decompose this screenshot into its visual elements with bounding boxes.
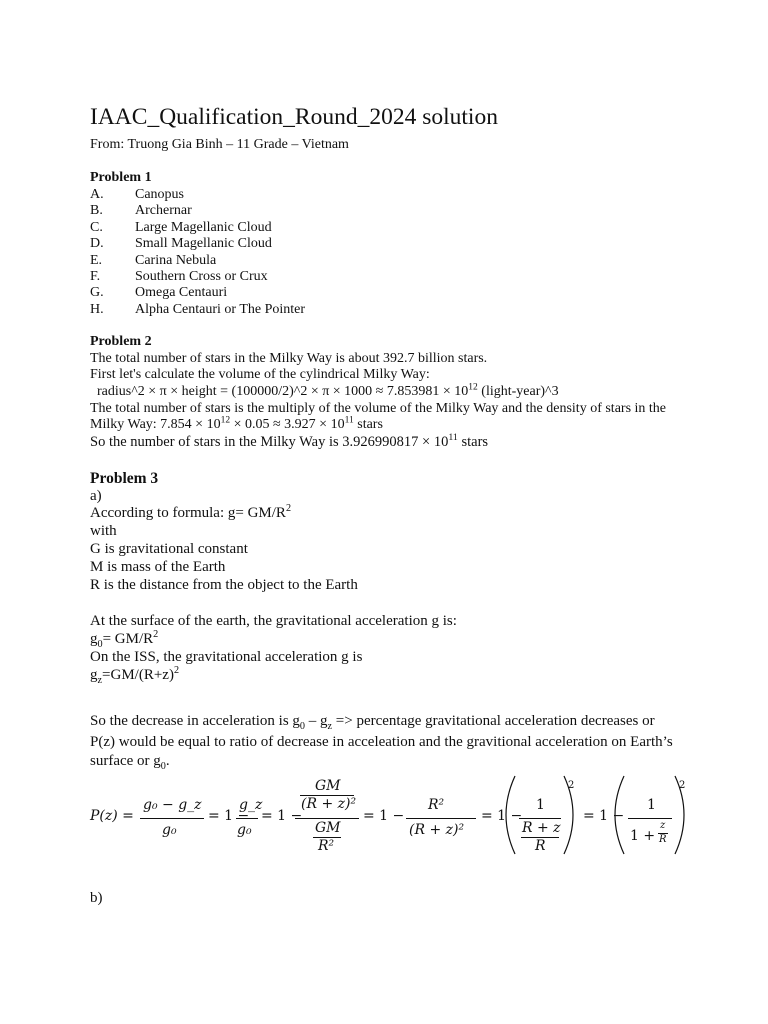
problem-2-line: First let's calculate the volume of the cylindrical Milky Way: — [90, 367, 430, 382]
fraction-6-numerator: 1 — [647, 797, 656, 813]
fraction-1-numerator: g₀ − g_z — [143, 797, 202, 813]
fraction-3-lower-numerator: GM — [315, 820, 341, 836]
left-paren — [506, 776, 515, 854]
problem-3-heading: Problem 3 — [90, 470, 159, 487]
equation-parentheses — [90, 768, 700, 858]
equals-sign: = 1 − — [261, 808, 303, 824]
fraction-6-denominator: 1 + — [630, 828, 656, 844]
author-line: From: Truong Gia Binh – 11 Grade – Vietnam — [90, 137, 349, 152]
problem-3-line: surface or $g_0$. — [90, 753, 170, 772]
fraction-6-small-denominator: R — [659, 834, 667, 845]
list-item: D. Small Magellanic Cloud — [90, 236, 272, 252]
problem-3-line: At the surface of the earth, the gravitational acceleration g is: — [90, 613, 457, 629]
fraction-2-denominator: g₀ — [237, 822, 252, 838]
problem-3-line: G is gravitational constant — [90, 541, 248, 557]
part-b-label: b) — [90, 890, 103, 906]
problem-3-line: M is mass of the Earth — [90, 559, 226, 575]
fraction-1-denominator: g₀ — [162, 822, 177, 838]
problem-3-line: R is the distance from the object to the Earth — [90, 577, 358, 593]
list-item: H. Alpha Centauri or The Pointer — [90, 301, 306, 317]
part-a-label: a) — [90, 488, 102, 504]
gz-formula: $g_z=GM/(R+z)^2$ — [90, 665, 180, 686]
volume-calculation: radius^2 × π × height = (100000/2)^2 × $\pi \times 1000 \approx 7.853981 \times 10^{12}$ (light-year)^3 — [97, 382, 559, 399]
fraction-4-denominator: (R + z)² — [409, 822, 465, 838]
percentage-decrease-equation — [90, 768, 700, 858]
list-item: B. Archernar — [90, 203, 192, 219]
equals-sign: = 1 − — [583, 808, 625, 824]
problem-1-heading: Problem 1 — [90, 170, 152, 185]
fraction-2-numerator: g_z — [239, 797, 263, 813]
right-paren — [564, 776, 573, 854]
problem-1-answer-list — [90, 187, 305, 318]
list-item: G. Omega Centauri — [90, 285, 228, 301]
equals-sign: = 1 − — [363, 808, 405, 824]
list-item: E. Carina Nebula — [90, 252, 217, 268]
equation-lhs: P(z) = — [90, 808, 134, 824]
problem-3-line: with — [90, 523, 117, 539]
fraction-5-inner-denominator: R — [535, 838, 546, 854]
problem-3-line: P(z) would be equal to ratio of decrease in acceleation and the gravitional acceleration on Earth’s — [90, 734, 673, 750]
problem-2-line: The total number of stars is the multiply of the volume of the Milky Way and the density of stars in the — [90, 401, 667, 416]
equals-sign: = 1 − — [481, 808, 523, 824]
right-paren — [675, 776, 684, 854]
problem-2-heading: Problem 2 — [90, 334, 152, 349]
fraction-3-lower-denominator: R² — [318, 838, 335, 854]
star-count-calculation: Milky Way: $7.854 \times 10^{12} \times 0.05 \approx 3.927 \times 10^{11}$ stars — [90, 415, 383, 432]
fraction-5-numerator: 1 — [536, 797, 545, 813]
fraction-6-small-numerator: z — [660, 820, 666, 831]
list-item: C. Large Magellanic Cloud — [90, 219, 272, 235]
fraction-5-inner-numerator: R + z — [522, 820, 561, 836]
problem-3-line: On the ISS, the gravitational acceleration g is — [90, 649, 363, 665]
fraction-3-inner-numerator: GM — [315, 778, 341, 794]
exponent: 2 — [568, 780, 575, 791]
exponent: 2 — [679, 780, 686, 791]
problem-3-line: So the decrease in acceleration is $g_0 - g_z$ => percentage gravitational acceleration decreases or — [90, 713, 655, 732]
problem-2-conclusion: So the number of stars in the Milky Way is $3.926990817 \times 10^{11}$ stars — [90, 432, 489, 450]
equals-sign: = 1 − — [208, 808, 250, 824]
left-paren — [615, 776, 624, 854]
problem-2-line: The total number of stars in the Milky Way is about 392.7 billion stars. — [90, 351, 488, 366]
fraction-4-numerator: R² — [428, 797, 445, 813]
list-item: F. Southern Cross or Crux — [90, 269, 268, 285]
list-item: A. Canopus — [90, 187, 184, 202]
page-title: IAAC_Qualification_Round_2024 solution — [90, 104, 498, 130]
fraction-3-inner-denominator: (R + z)² — [301, 796, 357, 812]
gravity-formula: According to formula: $g= GM/R^2$ — [90, 503, 292, 521]
g0-formula: $g_0= GM/R^2$ — [90, 629, 159, 650]
